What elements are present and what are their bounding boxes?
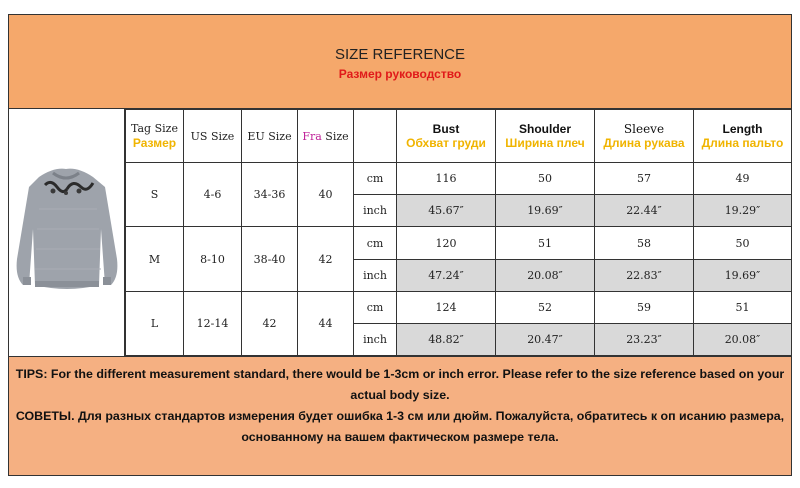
shoulder-inch-cell: 20.47″: [496, 323, 595, 355]
shoulder-inch-cell: 20.08″: [496, 259, 595, 291]
unit-inch-cell: inch: [354, 195, 397, 227]
bust-header: [397, 110, 496, 163]
fra-size-cell: 40: [298, 163, 354, 227]
tag-size-cell: S: [126, 163, 184, 227]
chart-title: SIZE REFERENCE: [334, 46, 466, 63]
bust-inch-cell: 45.67″: [397, 195, 496, 227]
sleeve-label-ru: Длина рукава: [603, 136, 685, 151]
bust-cm-cell: 116: [397, 163, 496, 195]
size-chart: [8, 14, 792, 476]
chart-subtitle-ru: Размер руководство: [338, 67, 462, 81]
length-header: [694, 110, 792, 163]
shoulder-inch-cell: 19.69″: [496, 195, 595, 227]
tag-size-cell: L: [126, 291, 184, 355]
bust-cm-cell: 124: [397, 291, 496, 323]
tag-size-label: Tag Size: [131, 122, 178, 136]
tips-section: [9, 356, 791, 475]
eu-size-header: EU Size: [242, 110, 298, 163]
unit-inch-cell: inch: [354, 259, 397, 291]
shoulder-label: Shoulder: [518, 122, 571, 137]
tag-size-label-ru: Размер: [132, 136, 177, 151]
product-photo: [9, 109, 125, 356]
us-size-cell: 12-14: [184, 291, 242, 355]
shoulder-label-ru: Ширина плеч: [505, 136, 585, 151]
shoulder-cm-cell: 50: [496, 163, 595, 195]
shoulder-cm-cell: 51: [496, 227, 595, 259]
bust-label-ru: Обхват груди: [406, 136, 486, 151]
us-size-cell: 8-10: [184, 227, 242, 291]
fra-size-suffix: Size: [321, 129, 349, 143]
chart-header: [9, 15, 791, 109]
bust-label: Bust: [432, 122, 460, 137]
fra-size-cell: 44: [298, 291, 354, 355]
length-label: Length: [722, 122, 763, 137]
sleeve-cm-cell: 59: [595, 291, 694, 323]
tag-size-cell: M: [126, 227, 184, 291]
tips-text-ru: СОВЕТЫ. Для разных стандартов измерения будет ошибка 1-3 см или дюйм. Пожалуйста, обратитесь к оп исанию размера, основанному на вашем фактическом размере тела.: [15, 409, 785, 444]
bust-inch-cell: 48.82″: [397, 323, 496, 355]
length-inch-cell: 19.69″: [694, 259, 792, 291]
unit-inch-cell: inch: [354, 323, 397, 355]
length-inch-cell: 20.08″: [694, 323, 792, 355]
fra-size-cell: 42: [298, 227, 354, 291]
unit-header: [354, 110, 397, 163]
bust-cm-cell: 120: [397, 227, 496, 259]
us-size-header: US Size: [184, 110, 242, 163]
length-label-ru: Длина пальто: [701, 136, 784, 151]
length-cm-cell: 51: [694, 291, 792, 323]
shoulder-cm-cell: 52: [496, 291, 595, 323]
table-row: [126, 163, 792, 195]
sleeve-label: Sleeve: [623, 122, 665, 137]
table-row: [126, 291, 792, 323]
sleeve-header: [595, 110, 694, 163]
length-cm-cell: 49: [694, 163, 792, 195]
sleeve-inch-cell: 22.44″: [595, 195, 694, 227]
eu-size-cell: 38-40: [242, 227, 298, 291]
fra-size-header: [298, 110, 354, 163]
us-size-cell: 4-6: [184, 163, 242, 227]
bust-inch-cell: 47.24″: [397, 259, 496, 291]
tag-size-header: [126, 110, 184, 163]
sleeve-cm-cell: 57: [595, 163, 694, 195]
tips-text-en: TIPS: For the different measurement standard, there would be 1-3cm or inch error. Please refer to the size reference based on your actual body size.: [15, 367, 785, 402]
fra-size-prefix: Fra: [302, 129, 322, 143]
table-row: [126, 227, 792, 259]
unit-cm-cell: cm: [354, 291, 397, 323]
length-inch-cell: 19.29″: [694, 195, 792, 227]
unit-cm-cell: cm: [354, 163, 397, 195]
eu-size-cell: 34-36: [242, 163, 298, 227]
table-header-row: [126, 110, 792, 163]
sweater-image: [9, 109, 124, 356]
sleeve-inch-cell: 23.23″: [595, 323, 694, 355]
eu-size-cell: 42: [242, 291, 298, 355]
length-cm-cell: 50: [694, 227, 792, 259]
sleeve-cm-cell: 58: [595, 227, 694, 259]
size-table: [125, 109, 792, 356]
sleeve-inch-cell: 22.83″: [595, 259, 694, 291]
unit-cm-cell: cm: [354, 227, 397, 259]
shoulder-header: [496, 110, 595, 163]
